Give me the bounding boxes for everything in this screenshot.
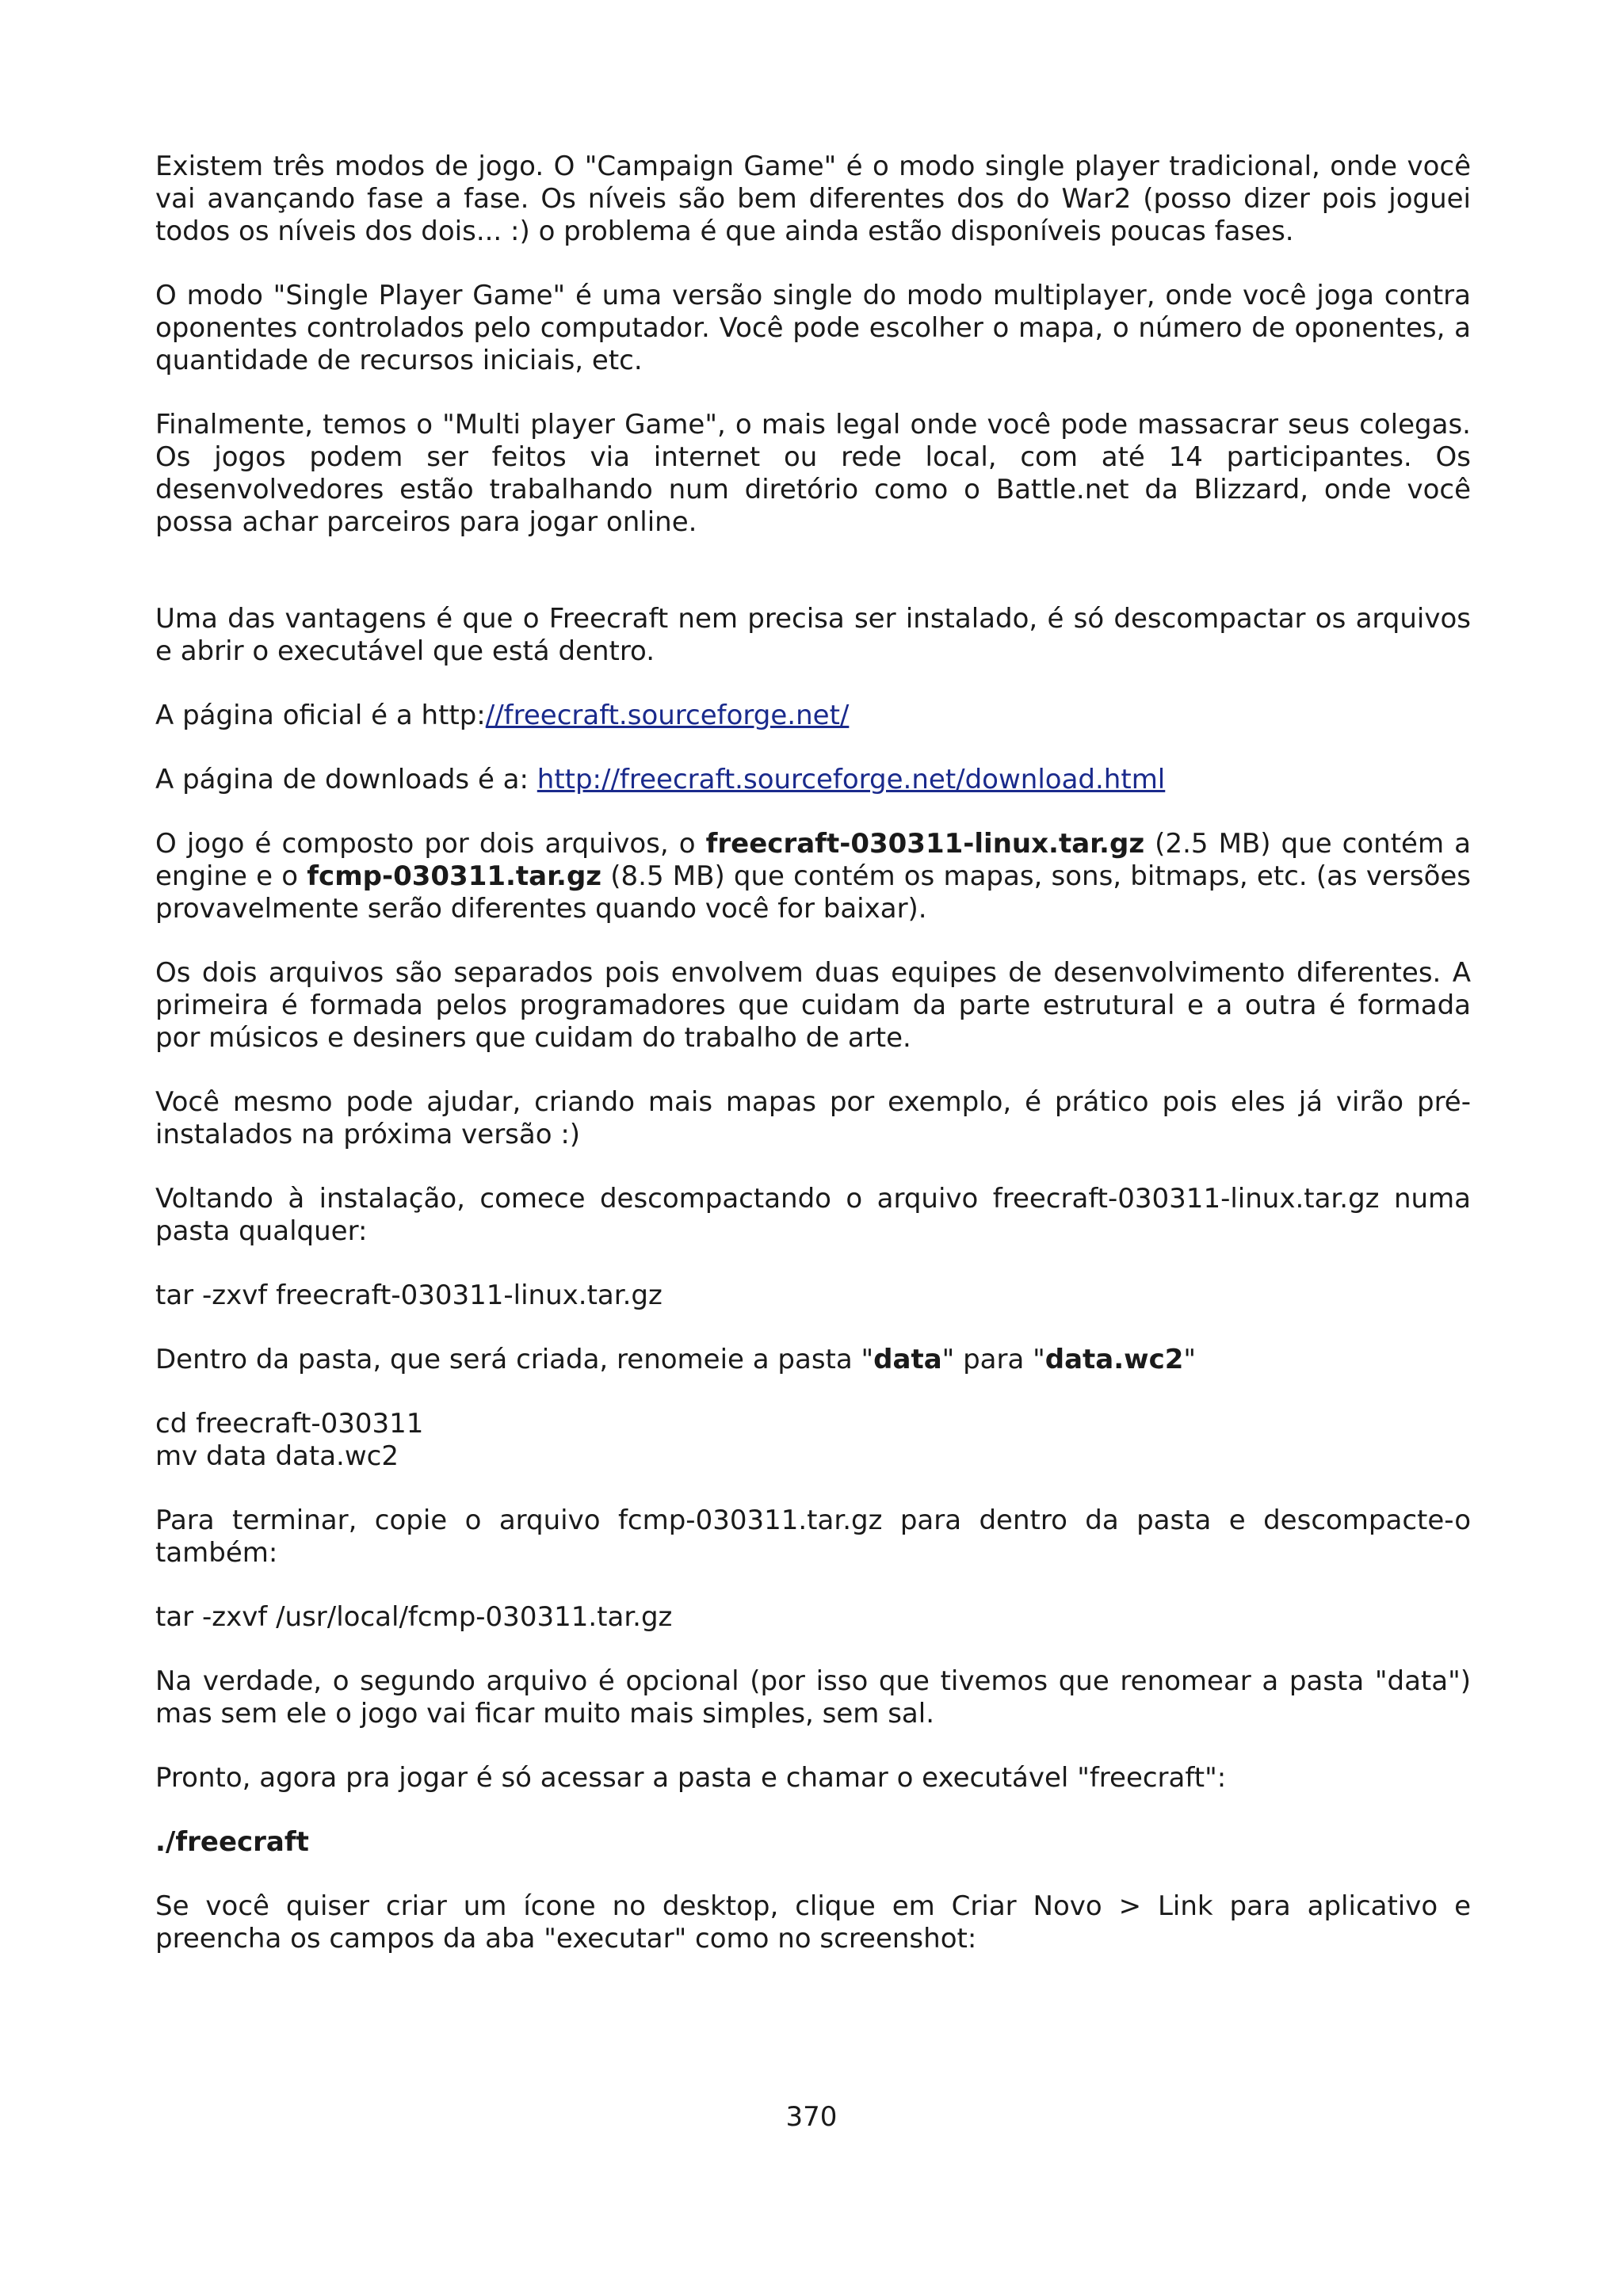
paragraph-multiplayer: Finalmente, temos o "Multi player Game", o mais legal onde você pode massacrar seus colegas. Os jogos podem ser feitos via internet ou rede local, com até 14 participantes. Os desenvolvedores estão trabalhando num diretório como o Battle.net da Blizzard, onde você possa achar parceiros para jogar online. [155, 409, 1471, 538]
command-extract-engine: tar -zxvf freecraft-030311-linux.tar.gz [155, 1280, 663, 1311]
maps-filename: fcmp-030311.tar.gz [307, 860, 602, 892]
page-number: 370 [785, 2101, 838, 2133]
paragraph-copy-maps: Para terminar, copie o arquivo fcmp-030311.tar.gz para dentro da pasta e descompacte-o também: [155, 1505, 1471, 1569]
paragraph-single-player: O modo "Single Player Game" é uma versão single do modo multiplayer, onde você joga contra oponentes controlados pelo computador. Você pode escolher o mapa, o número de oponentes, a quantidade de recursos iniciais, etc. [155, 280, 1471, 376]
paragraph-desktop-icon: Se você quiser criar um ícone no desktop, clique em Criar Novo > Link para aplicativo e preencha os campos da aba "executar" como no screenshot: [155, 1890, 1471, 1955]
rename-text-1: Dentro da pasta, que será criada, renomeie a pasta " [155, 1344, 874, 1375]
paragraph-downloads-page [155, 764, 1471, 796]
paragraph-teams: Os dois arquivos são separados pois envolvem duas equipes de desenvolvimento diferentes. A primeira é formada pelos programadores que cuidam da parte estrutural e a outra é formada por músicos e desiners que cuidam do trabalho de arte. [155, 957, 1471, 1054]
paragraph-official-page [155, 700, 1471, 732]
files-text-2: (2.5 MB) que contém a engine e o [155, 828, 1471, 892]
paragraph-run: Pronto, agora pra jogar é só acessar a pasta e chamar o executável "freecraft": [155, 1762, 1227, 1794]
paragraph-help: Você mesmo pode ajudar, criando mais mapas por exemplo, é prático pois eles já virão pré-instalados na próxima versão :) [155, 1086, 1471, 1150]
command-mv: mv data data.wc2 [155, 1440, 399, 1472]
paragraph-files [155, 828, 1471, 925]
official-page-link[interactable]: //freecraft.sourceforge.net/ [485, 700, 850, 731]
rename-text-2: " para " [941, 1344, 1045, 1375]
run-command-text: ./freecraft [155, 1826, 309, 1858]
files-text-1: O jogo é composto por dois arquivos, o [155, 828, 706, 860]
folder-data: data [873, 1344, 942, 1375]
engine-filename: freecraft-030311-linux.tar.gz [705, 828, 1145, 860]
official-page-text: A página oficial é a http: [155, 700, 486, 731]
command-extract-maps: tar -zxvf /usr/local/fcmp-030311.tar.gz [155, 1601, 673, 1633]
downloads-page-link[interactable]: http://freecraft.sourceforge.net/download.html [537, 764, 1166, 795]
command-run [155, 1826, 1471, 1859]
paragraph-game-modes: Existem três modos de jogo. O "Campaign Game" é o modo single player tradicional, onde você vai avançando fase a fase. Os níveis são bem diferentes dos do War2 (posso dizer pois joguei todos os níveis dos dois... :) o problema é que ainda estão disponíveis poucas fases. [155, 151, 1471, 247]
document-body [155, 151, 1471, 1987]
paragraph-optional: Na verdade, o segundo arquivo é opcional (por isso que tivemos que renomear a pasta "data") mas sem ele o jogo vai ficar muito mais simples, sem sal. [155, 1665, 1471, 1730]
paragraph-advantages: Uma das vantagens é que o Freecraft nem precisa ser instalado, é só descompactar os arquivos e abrir o executável que está dentro. [155, 603, 1471, 667]
folder-data-wc2: data.wc2 [1044, 1344, 1184, 1375]
command-cd: cd freecraft-030311 [155, 1408, 424, 1440]
files-text-3: (8.5 MB) que contém os mapas, sons, bitmaps, etc. (as versões provavelmente serão diferentes quando você for baixar). [155, 860, 1472, 925]
paragraph-install: Voltando à instalação, comece descompactando o arquivo freecraft-030311-linux.tar.gz numa pasta qualquer: [155, 1183, 1471, 1247]
downloads-page-text: A página de downloads é a: [155, 764, 537, 795]
rename-text-3: " [1183, 1344, 1197, 1375]
paragraph-rename [155, 1344, 1471, 1376]
